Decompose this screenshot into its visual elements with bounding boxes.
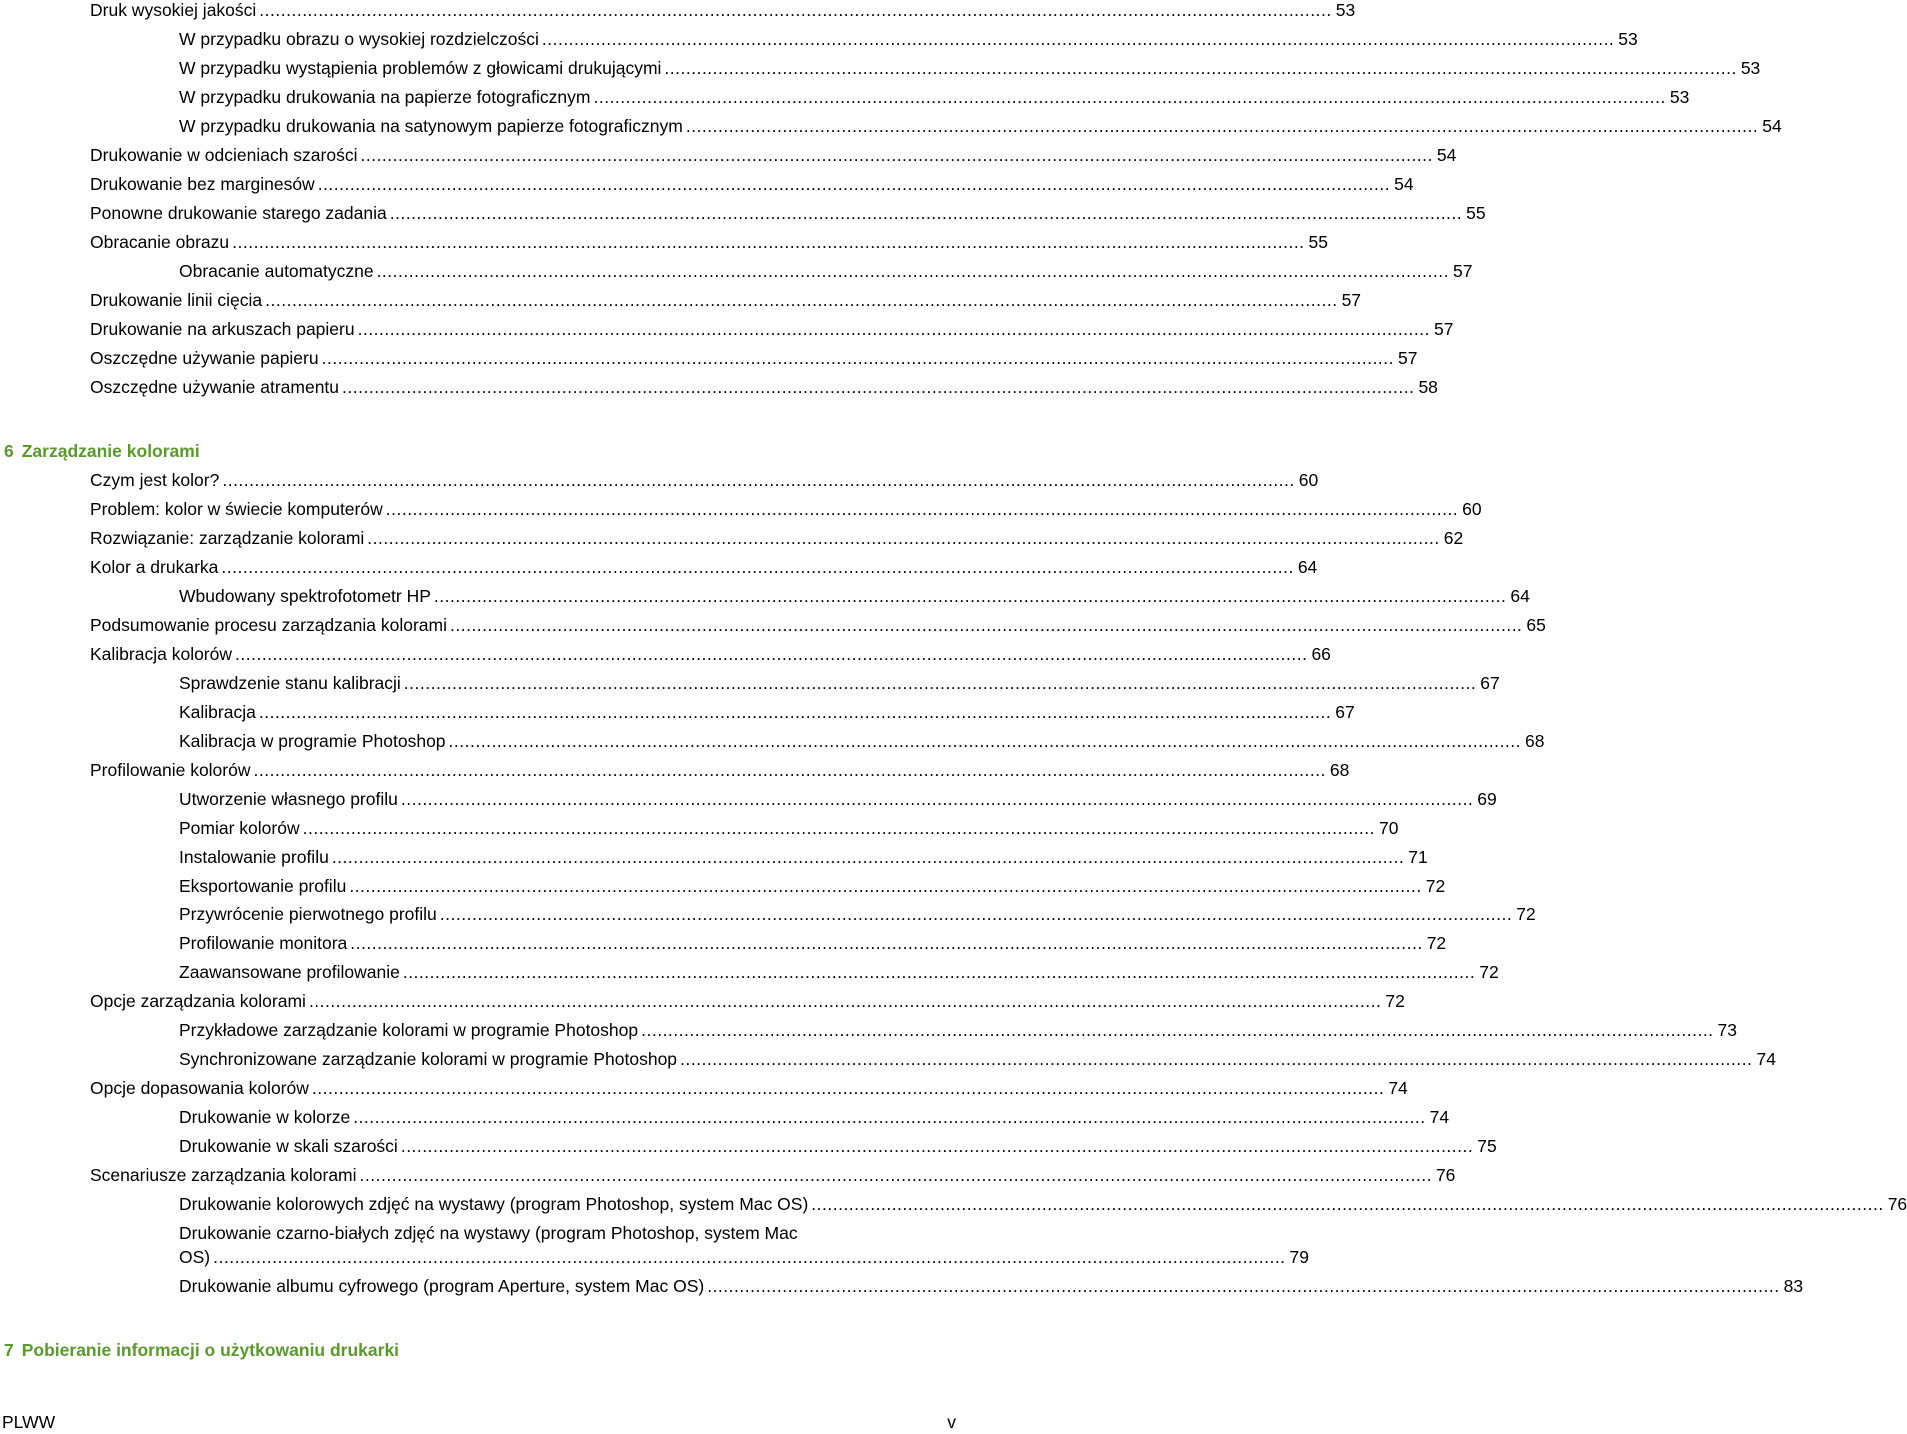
toc-entry[interactable] bbox=[179, 259, 1473, 283]
chapter-number: 6 bbox=[4, 441, 14, 461]
toc-leader-dots: ........................................................................................................................................................................................................ bbox=[385, 499, 1459, 519]
toc-leader-dots: ........................................................................................................................................................................................................ bbox=[448, 731, 1521, 751]
toc-entry-page: 72 bbox=[1516, 904, 1536, 924]
toc-entry-title: Pomiar kolorów bbox=[179, 818, 300, 838]
toc-entry-title: Synchronizowane zarządzanie kolorami w programie Photoshop bbox=[179, 1049, 678, 1069]
toc-entry-page: 53 bbox=[1669, 87, 1690, 107]
toc-entry-page: 74 bbox=[1756, 1049, 1776, 1069]
toc-entry[interactable] bbox=[90, 375, 1438, 399]
toc-entry[interactable] bbox=[90, 317, 1454, 341]
toc-entry-title: W przypadku obrazu o wysokiej rozdzielczości bbox=[179, 29, 539, 49]
toc-entry[interactable] bbox=[90, 230, 1329, 254]
toc-entry[interactable] bbox=[179, 874, 1446, 898]
toc-leader-dots: ........................................................................................................................................................................................................ bbox=[685, 116, 1759, 136]
toc-entry[interactable] bbox=[179, 729, 1545, 753]
toc-leader-dots: ........................................................................................................................................................................................................ bbox=[664, 58, 1737, 78]
toc-leader-dots: ........................................................................................................................................................................................................ bbox=[680, 1049, 1753, 1069]
toc-leader-dots: ........................................................................................................................................................................................................ bbox=[253, 760, 1326, 780]
toc-leader-dots: ........................................................................................................................................................................................................ bbox=[321, 348, 1395, 368]
toc-entry-page: 57 bbox=[1452, 261, 1473, 281]
toc-entry-page: 55 bbox=[1308, 232, 1329, 252]
toc-entry-page: 60 bbox=[1298, 470, 1319, 490]
toc-entry-title: Kalibracja kolorów bbox=[90, 644, 233, 664]
toc-entry[interactable] bbox=[90, 0, 1356, 22]
toc-entry-page: 72 bbox=[1426, 933, 1447, 953]
toc-entry[interactable] bbox=[90, 758, 1350, 782]
toc-leader-dots: ........................................................................................................................................................................................................ bbox=[357, 319, 1431, 339]
toc-entry[interactable] bbox=[90, 201, 1486, 225]
toc-entry-title: W przypadku wystąpienia problemów z głowicami drukującymi bbox=[179, 58, 662, 78]
toc-entry-page: 64 bbox=[1510, 586, 1530, 606]
toc-entry-title: Kolor a drukarka bbox=[90, 557, 219, 577]
chapter-title: Zarządzanie kolorami bbox=[21, 441, 200, 461]
toc-entry[interactable] bbox=[179, 114, 1782, 138]
toc-entry[interactable] bbox=[179, 816, 1399, 840]
toc-leader-dots: ........................................................................................................................................................................................................ bbox=[641, 1020, 1714, 1040]
toc-entry[interactable] bbox=[90, 497, 1482, 521]
toc-entry-page: 68 bbox=[1329, 760, 1350, 780]
toc-entry-page: 72 bbox=[1385, 991, 1405, 1011]
toc-entry-page: 70 bbox=[1379, 818, 1399, 838]
toc-entry-title: Problem: kolor w świecie komputerów bbox=[90, 499, 383, 519]
toc-leader-dots: ........................................................................................................................................................................................................ bbox=[450, 615, 1523, 635]
toc-leader-dots: ........................................................................................................................................................................................................ bbox=[541, 29, 1615, 49]
toc-entry[interactable] bbox=[90, 642, 1331, 666]
toc-entry-page: 62 bbox=[1443, 528, 1464, 548]
toc-leader-dots: ........................................................................................................................................................................................................ bbox=[367, 528, 1440, 548]
toc-entry-page: 55 bbox=[1466, 203, 1486, 223]
toc-entry-title: Drukowanie bez marginesów bbox=[90, 174, 315, 194]
toc-entry-page: 74 bbox=[1429, 1107, 1450, 1127]
toc-entry[interactable] bbox=[90, 526, 1464, 550]
toc-entry-title: W przypadku drukowania na satynowym papierze fotograficznym bbox=[179, 116, 683, 136]
toc-entry-title: Przywrócenie pierwotnego profilu bbox=[179, 904, 437, 924]
toc-leader-dots: ........................................................................................................................................................................................................ bbox=[222, 470, 1295, 490]
toc-entry-page: 83 bbox=[1783, 1276, 1804, 1296]
toc-entry-page: 75 bbox=[1477, 1136, 1497, 1156]
toc-entry-title: Czym jest kolor? bbox=[90, 470, 220, 490]
footer-doc-code: PLWW bbox=[2, 1412, 56, 1432]
toc-entry[interactable] bbox=[179, 902, 1536, 926]
toc-leader-dots: ........................................................................................................................................................................................................ bbox=[389, 203, 1463, 223]
toc-entry[interactable] bbox=[179, 700, 1355, 724]
toc-entry-page: 58 bbox=[1418, 377, 1438, 397]
toc-entry-title: Zaawansowane profilowanie bbox=[179, 962, 400, 982]
toc-entry-title: Oszczędne używanie atramentu bbox=[90, 377, 340, 397]
toc-entry-page: 76 bbox=[1435, 1165, 1456, 1185]
toc-entry[interactable] bbox=[179, 671, 1500, 695]
toc-leader-dots: ........................................................................................................................................................................................................ bbox=[350, 933, 1423, 953]
toc-leader-dots: ........................................................................................................................................................................................................ bbox=[258, 702, 1332, 722]
toc-leader-dots: ........................................................................................................................................................................................................ bbox=[707, 1276, 1780, 1296]
toc-entry[interactable] bbox=[90, 555, 1318, 579]
toc-entry-title-line1[interactable]: Drukowanie czarno-białych zdjęć na wystawy (program Photoshop, system Mac bbox=[179, 1223, 798, 1243]
toc-entry-title: Drukowanie w odcieniach szarości bbox=[90, 145, 358, 165]
toc-entry[interactable] bbox=[179, 85, 1690, 109]
toc-entry-page: 57 bbox=[1434, 319, 1454, 339]
toc-entry-title: Kalibracja bbox=[179, 702, 256, 722]
toc-leader-dots: ........................................................................................................................................................................................................ bbox=[349, 876, 1422, 896]
toc-entry-title: Drukowanie kolorowych zdjęć na wystawy (program Photoshop, system Mac OS) bbox=[179, 1194, 809, 1214]
toc-entry[interactable] bbox=[179, 787, 1497, 811]
toc-entry-title-line2: OS) bbox=[179, 1247, 211, 1267]
toc-entry-title: Drukowanie linii cięcia bbox=[90, 290, 263, 310]
toc-entry[interactable] bbox=[179, 845, 1428, 869]
toc-entry-page: 54 bbox=[1394, 174, 1414, 194]
toc-entry-title: Kalibracja w programie Photoshop bbox=[179, 731, 446, 751]
toc-entry-title: Instalowanie profilu bbox=[179, 847, 329, 867]
toc-entry-page: 69 bbox=[1477, 789, 1497, 809]
toc-entry-title: Scenariusze zarządzania kolorami bbox=[90, 1165, 357, 1185]
toc-entry-page: 54 bbox=[1436, 145, 1457, 165]
toc-entry-page: 68 bbox=[1524, 731, 1545, 751]
toc-entry-page: 65 bbox=[1526, 615, 1546, 635]
toc-entry-page: 53 bbox=[1740, 58, 1761, 78]
toc-entry-page: 71 bbox=[1408, 847, 1428, 867]
toc-leader-dots: ........................................................................................................................................................................................................ bbox=[302, 818, 1376, 838]
toc-leader-dots: ........................................................................................................................................................................................................ bbox=[235, 644, 1308, 664]
toc-entry-page: 54 bbox=[1762, 116, 1782, 136]
toc-entry-page: 53 bbox=[1335, 0, 1356, 20]
toc-leader-dots: ........................................................................................................................................................................................................ bbox=[439, 904, 1513, 924]
toc-entry-page: 76 bbox=[1887, 1194, 1907, 1214]
toc-entry-page: 72 bbox=[1479, 962, 1499, 982]
toc-entry[interactable] bbox=[179, 1047, 1776, 1071]
toc-entry-page: 79 bbox=[1289, 1247, 1310, 1267]
toc-entry-title: Ponowne drukowanie starego zadania bbox=[90, 203, 387, 223]
toc-entry-title: Wbudowany spektrofotometr HP bbox=[179, 586, 431, 606]
toc-entry-title: Profilowanie monitora bbox=[179, 933, 348, 953]
toc-entry[interactable] bbox=[90, 346, 1418, 370]
toc-entry-title: Drukowanie w skali szarości bbox=[179, 1136, 398, 1156]
toc-leader-dots: ........................................................................................................................................................................................................ bbox=[213, 1247, 1286, 1267]
toc-entry[interactable] bbox=[90, 1163, 1456, 1187]
toc-entry[interactable] bbox=[90, 468, 1319, 492]
toc-entry-title: W przypadku drukowania na papierze fotograficznym bbox=[179, 87, 591, 107]
toc-entry-title: Obracanie obrazu bbox=[90, 232, 230, 252]
toc-entry[interactable] bbox=[90, 989, 1405, 1013]
toc-entry[interactable] bbox=[179, 1274, 1804, 1298]
toc-entry-title: Przykładowe zarządzanie kolorami w programie Photoshop bbox=[179, 1020, 639, 1040]
toc-entry[interactable] bbox=[179, 56, 1761, 80]
toc-entry-title: Sprawdzenie stanu kalibracji bbox=[179, 673, 401, 693]
toc-entry-page: 66 bbox=[1311, 644, 1331, 664]
toc-entry[interactable] bbox=[179, 1192, 1907, 1216]
toc-entry-page: 74 bbox=[1388, 1078, 1408, 1098]
toc-entry[interactable] bbox=[90, 288, 1362, 312]
toc-entry-page: 57 bbox=[1341, 290, 1362, 310]
toc-entry[interactable] bbox=[179, 1245, 1310, 1269]
toc-leader-dots: ........................................................................................................................................................................................................ bbox=[593, 87, 1666, 107]
toc-leader-dots: ........................................................................................................................................................................................................ bbox=[308, 991, 1382, 1011]
toc-entry-title: Oszczędne używanie papieru bbox=[90, 348, 319, 368]
toc-entry[interactable] bbox=[90, 143, 1457, 167]
chapter-heading[interactable] bbox=[4, 1338, 399, 1362]
toc-leader-dots: ........................................................................................................................................................................................................ bbox=[317, 174, 1391, 194]
toc-entry-page: 73 bbox=[1717, 1020, 1738, 1040]
toc-entry-page: 53 bbox=[1618, 29, 1638, 49]
toc-leader-dots: ........................................................................................................................................................................................................ bbox=[400, 1136, 1474, 1156]
toc-leader-dots: ........................................................................................................................................................................................................ bbox=[331, 847, 1405, 867]
toc-entry-title: Utworzenie własnego profilu bbox=[179, 789, 398, 809]
toc-entry[interactable] bbox=[90, 1076, 1408, 1100]
toc-entry[interactable] bbox=[179, 931, 1447, 955]
toc-entry-title: Rozwiązanie: zarządzanie kolorami bbox=[90, 528, 365, 548]
toc-entry[interactable] bbox=[179, 584, 1530, 608]
toc-leader-dots: ........................................................................................................................................................................................................ bbox=[259, 0, 1332, 20]
toc-leader-dots: ........................................................................................................................................................................................................ bbox=[403, 673, 1477, 693]
toc-leader-dots: ........................................................................................................................................................................................................ bbox=[360, 145, 1433, 165]
toc-entry-title: Obracanie automatyczne bbox=[179, 261, 374, 281]
footer-page-number: v bbox=[947, 1412, 956, 1432]
toc-leader-dots: ........................................................................................................................................................................................................ bbox=[353, 1107, 1426, 1127]
toc-leader-dots: ........................................................................................................................................................................................................ bbox=[265, 290, 1338, 310]
toc-leader-dots: ........................................................................................................................................................................................................ bbox=[311, 1078, 1385, 1098]
chapter-heading[interactable] bbox=[4, 439, 200, 463]
toc-entry-title: Drukowanie w kolorze bbox=[179, 1107, 351, 1127]
toc-leader-dots: ........................................................................................................................................................................................................ bbox=[400, 789, 1474, 809]
toc-entry-page: 67 bbox=[1480, 673, 1500, 693]
toc-leader-dots: ........................................................................................................................................................................................................ bbox=[232, 232, 1305, 252]
toc-entry-page: 64 bbox=[1297, 557, 1318, 577]
toc-entry[interactable] bbox=[179, 1134, 1497, 1158]
toc-entry-title: Eksportowanie profilu bbox=[179, 876, 347, 896]
toc-entry-page: 60 bbox=[1462, 499, 1482, 519]
chapter-title: Pobieranie informacji o użytkowaniu drukarki bbox=[21, 1340, 400, 1360]
toc-entry-title: Opcje zarządzania kolorami bbox=[90, 991, 306, 1011]
toc-entry[interactable] bbox=[179, 1105, 1450, 1129]
toc-entry-title: Drukowanie albumu cyfrowego (program Aperture, system Mac OS) bbox=[179, 1276, 705, 1296]
toc-entry[interactable] bbox=[179, 1018, 1738, 1042]
toc-entry-title: Drukowanie na arkuszach papieru bbox=[90, 319, 355, 339]
toc-leader-dots: ........................................................................................................................................................................................................ bbox=[433, 586, 1507, 606]
toc-entry-page: 72 bbox=[1425, 876, 1446, 896]
toc-leader-dots: ........................................................................................................................................................................................................ bbox=[402, 962, 1476, 982]
toc-leader-dots: ........................................................................................................................................................................................................ bbox=[359, 1165, 1432, 1185]
toc-entry[interactable] bbox=[90, 613, 1546, 637]
chapter-number: 7 bbox=[4, 1340, 14, 1360]
toc-leader-dots: ........................................................................................................................................................................................................ bbox=[376, 261, 1449, 281]
toc-leader-dots: ........................................................................................................................................................................................................ bbox=[342, 377, 1415, 397]
toc-entry[interactable] bbox=[179, 27, 1638, 51]
toc-leader-dots: ........................................................................................................................................................................................................ bbox=[221, 557, 1294, 577]
toc-entry-page: 67 bbox=[1335, 702, 1355, 722]
toc-entry[interactable] bbox=[90, 172, 1414, 196]
toc-entry-page: 57 bbox=[1398, 348, 1418, 368]
toc-entry-title: Profilowanie kolorów bbox=[90, 760, 251, 780]
toc-entry-title: Podsumowanie procesu zarządzania kolorami bbox=[90, 615, 447, 635]
toc-entry[interactable] bbox=[179, 960, 1499, 984]
toc-entry-title: Druk wysokiej jakości bbox=[90, 0, 257, 20]
toc-leader-dots: ........................................................................................................................................................................................................ bbox=[811, 1194, 1884, 1214]
toc-entry-title: Opcje dopasowania kolorów bbox=[90, 1078, 309, 1098]
